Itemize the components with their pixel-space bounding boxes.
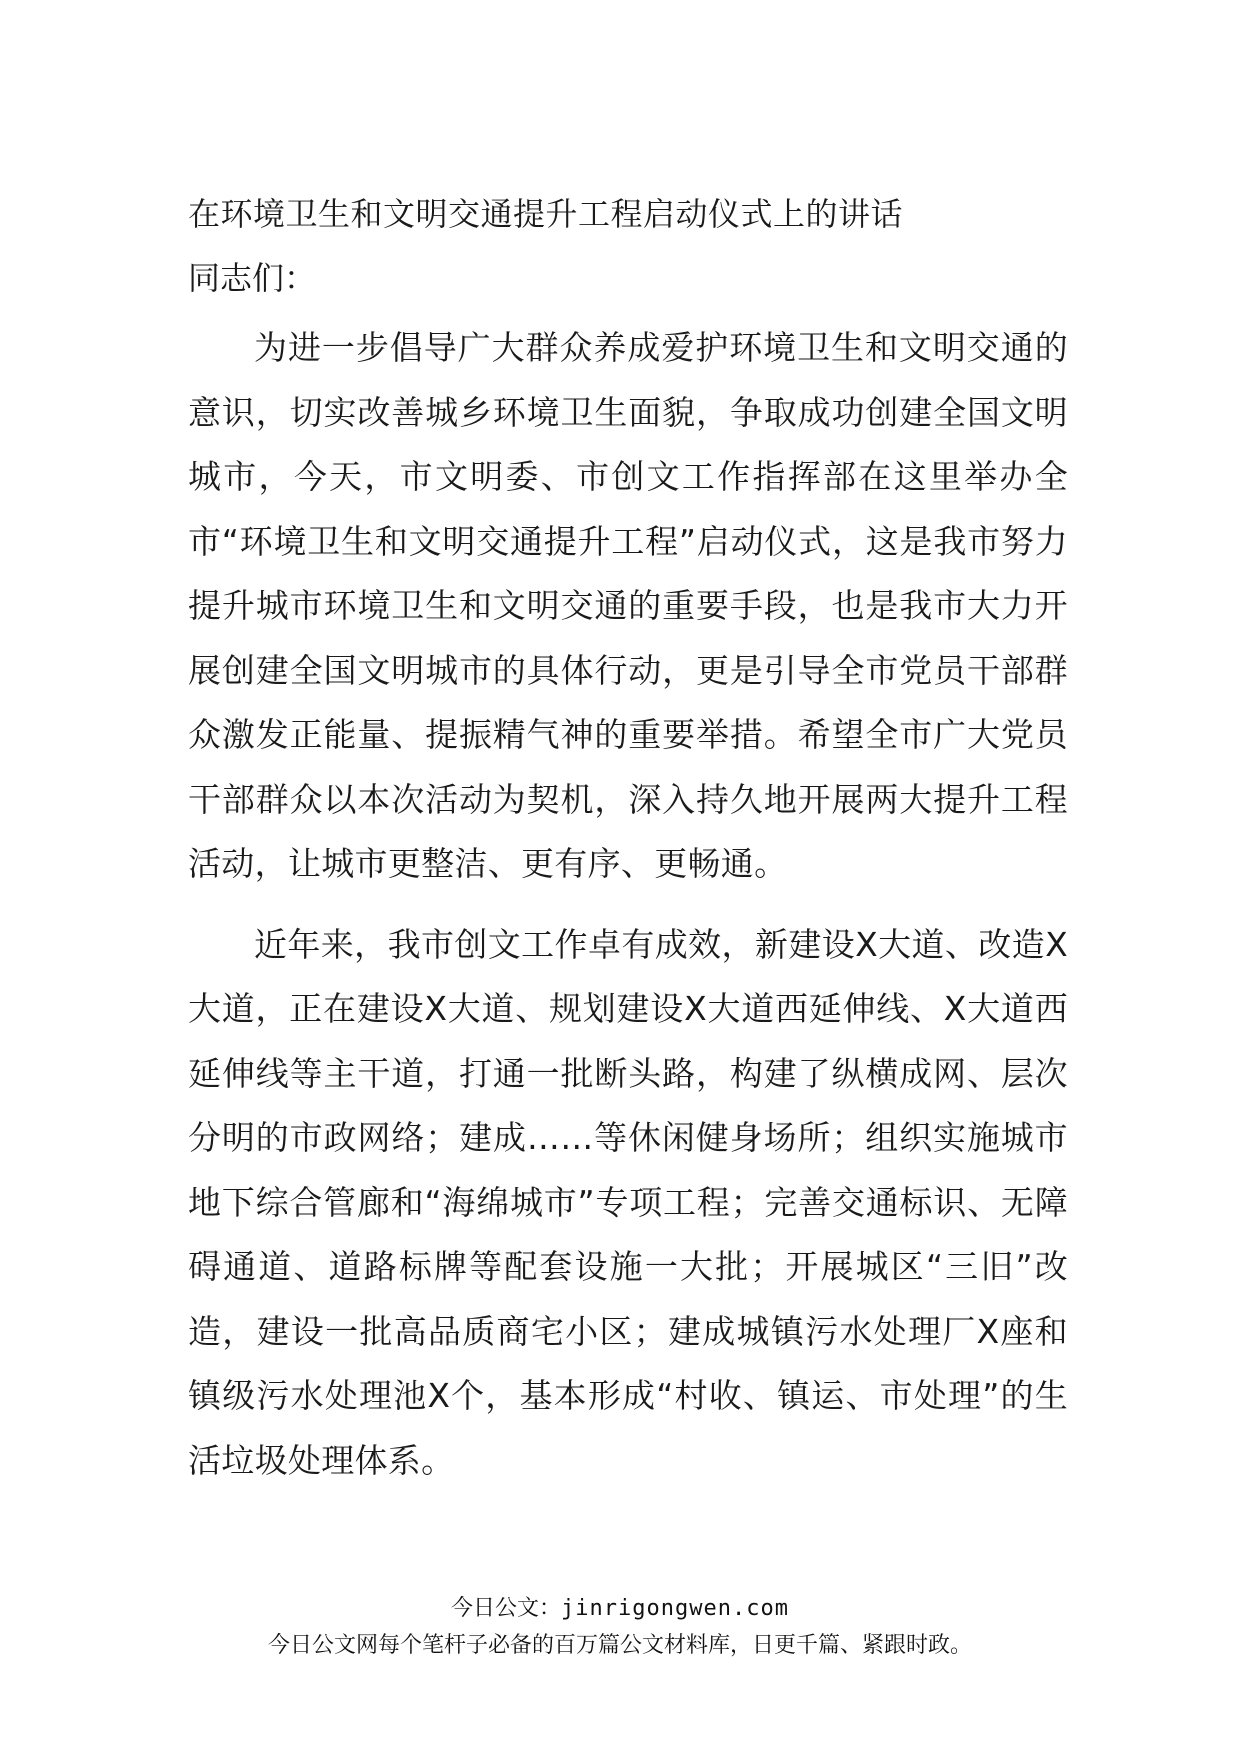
footer-site-link[interactable]: jinrigongwen.com (561, 1596, 789, 1621)
paragraph-2: 近年来，我市创文工作卓有成效，新建设X大道、改造X大道，正在建设X大道、规划建设X大道西延伸线、X大道西延伸线等主干道，打通一批断头路，构建了纵横成网、层次分明的市政网络；建成……等休闲健身场所；组织实施城市地下综合管廊和“海绵城市”专项工程；完善交通标识、无障碍通道、道路标牌等配套设施一大批；开展城区“三旧”改造，建设一批高品质商宅小区；建成城镇污水处理厂X座和镇级污水处理池X个，基本形成“村收、镇运、市处理”的生活垃圾处理体系。 (188, 924, 1068, 1480)
paragraph-1: 为进一步倡导广大群众养成爱护环境卫生和文明交通的意识，切实改善城乡环境卫生面貌，争取成功创建全国文明城市，今天，市文明委、市创文工作指挥部在这里举办全市“环境卫生和文明交通提升工程”启动仪式，这是我市努力提升城市环境卫生和文明交通的重要手段，也是我市大力开展创建全国文明城市的具体行动，更是引导全市党员干部群众激发正能量、提振精气神的重要举措。希望全市广大党员干部群众以本次活动为契机，深入持久地开展两大提升工程活动，让城市更整洁、更有序、更畅通。 (188, 328, 1068, 883)
document-title: 在环境卫生和文明交通提升工程启动仪式上的讲话 (188, 195, 904, 233)
footer-label: 今日公文： (451, 1596, 562, 1621)
salutation: 同志们： (188, 259, 317, 297)
document-body (188, 190, 1068, 1509)
footer-tagline: 今日公文网每个笔杆子必备的百万篇公文材料库，日更千篇、紧跟时政。 (267, 1633, 972, 1658)
footer-source (0, 1594, 1240, 1624)
